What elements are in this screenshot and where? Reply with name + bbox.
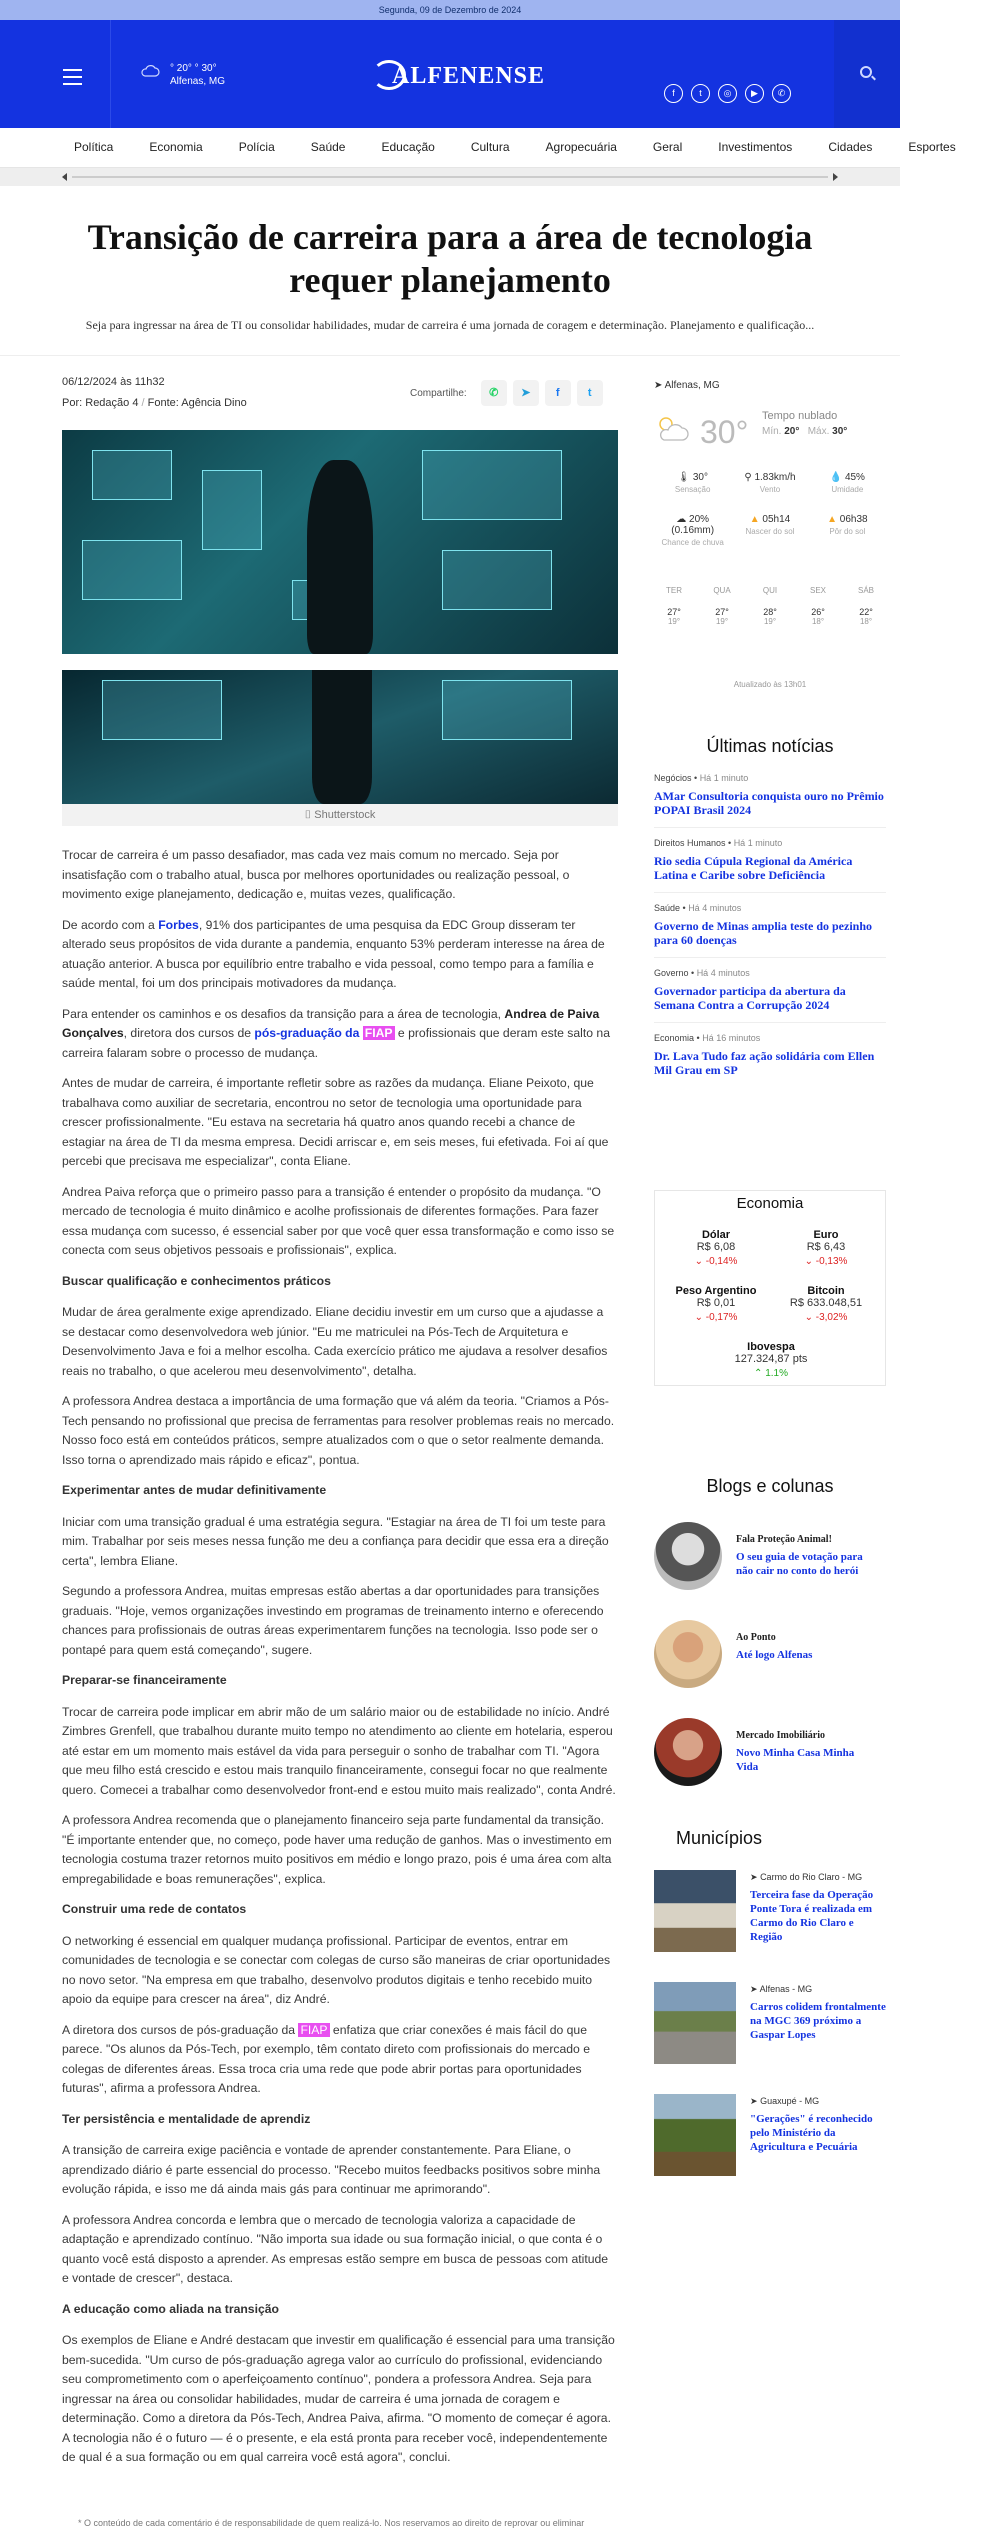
weather-stats — [654, 472, 886, 547]
section-heading: Ter persistência e mentalidade de aprendiz — [62, 2111, 311, 2126]
share-bar — [410, 380, 603, 406]
section-heading: A educação como aliada na transição — [62, 2301, 279, 2316]
nav-saude[interactable]: Saúde — [310, 140, 346, 154]
section-heading: Experimentar antes de mudar definitivamente — [62, 1483, 327, 1497]
blog-item[interactable]: Ao Ponto Até logo Alfenas — [654, 1616, 886, 1692]
header-divider — [110, 20, 111, 128]
paragraph: Iniciar com uma transição gradual é uma estratégia segura. "Estagiar na área de TI foi um teste para mim. Trabalhar por seis meses nessa função me deu a confiança para decidir que essa era a direção certa", lembra Eliane. — [62, 1514, 609, 1568]
avatar — [654, 1620, 722, 1688]
paragraph: A professora Andrea concorda e lembra que o mercado de tecnologia valoriza a capacidade de adaptação e aprendizado contínuo. "Não importa sua idade ou sua formação inicial, o que conta é o quanto você está disposto a aprender. As empresas estão sempre em busca de pessoas com atitude e vontade de crescer", destaca. — [62, 2212, 609, 2285]
quote-peso[interactable]: Peso Argentino R$ 0,01 ⌄ -0,17% — [675, 1285, 757, 1323]
camera-icon: ⌷ — [304, 809, 312, 821]
comments-disclaimer: * O conteúdo de cada comentário é de responsabilidade de quem realizá-lo. Nos reservamos ao direito de reprovar ou eliminar — [78, 2518, 585, 2528]
article-image-top — [62, 430, 618, 654]
article-date: 06/12/2024 às 11h32 — [62, 376, 165, 388]
quote-euro[interactable]: Euro R$ 6,43 ⌄ -0,13% — [804, 1229, 848, 1267]
quote-dolar[interactable]: Dólar R$ 6,08 ⌄ -0,14% — [694, 1229, 738, 1267]
quote-ibovespa[interactable]: Ibovespa 127.324,87 pts ⌃ 1.1% — [734, 1341, 808, 1379]
blogs-widget — [654, 1476, 886, 1776]
paragraph: Segundo a professora Andrea, muitas empresas estão abertas a dar oportunidades para transições graduais. "Hoje, vemos organizações investindo em programas de treinamento interno e oferecendo chances para profissionais de outras áreas experimentarem funções na tecnologia. Isso pode ser o pontapé para quem está começando", sugere. — [62, 1584, 604, 1657]
current-temp: 30° — [700, 414, 749, 450]
avatar — [654, 1718, 722, 1786]
source-name: Agência Dino — [181, 397, 247, 409]
image-caption — [62, 804, 618, 826]
nav-educacao[interactable]: Educação — [381, 140, 435, 154]
feels-like: 🌡 30° Sensação — [674, 472, 711, 494]
category-nav — [0, 128, 956, 168]
news-photo — [654, 1870, 736, 1952]
paragraph: Andrea Paiva reforça que o primeiro passo para a transição é entender o propósito da mudança. "O mercado de tecnologia é muito dinâmico e acolhe profissionais de diferentes formações. Para fazer essa mudança com sucesso, é essencial saber por que você quer essa transformação e como isso se conecta com seus objetivos pessoais e profissionais", explica. — [62, 1184, 615, 1257]
partly-cloudy-icon — [654, 414, 690, 444]
municipios-widget — [654, 1828, 886, 2188]
blog-item[interactable]: Mercado Imobiliário Novo Minha Casa Minha Vida — [654, 1714, 886, 1790]
section-heading: Preparar-se financeiramente — [62, 1673, 227, 1687]
share-telegram-icon[interactable]: ➤ — [513, 380, 539, 406]
news-item[interactable]: Negócios • Há 1 minuto AMar Consultoria conquista ouro no Prêmio POPAI Brasil 2024 — [654, 763, 886, 828]
paragraph: A professora Andrea destaca a importância de uma formação que vá além da teoria. "Criamos a Pós-Tech pensando no profissional que precisa de ferramentas para resolver problemas reais no mercado. Nosso foco está em conteúdos práticos, sempre atualizados com o que o setor realmente demanda. Isso torna o aprendizado mais rápido e eficaz", pontua. — [62, 1394, 615, 1467]
forecast-day: TER 27° 19° — [666, 586, 682, 626]
nav-scrollbar[interactable] — [0, 168, 900, 186]
wind-icon: ⚲ — [744, 472, 752, 483]
news-photo — [654, 2094, 736, 2176]
latest-news — [654, 736, 886, 1087]
paragraph: A diretora dos cursos de pós-graduação da FIAP enfatiza que criar conexões é mais fácil do que parece. "Os alunos da Pós-Tech, por exemplo, têm contato direto com profissionais do mercado e colegas de diferentes áreas. Essa troca cria uma rede que pode abrir portas para oportunidades futuras", afirma a professora Andrea. — [62, 2022, 590, 2095]
site-header — [0, 20, 900, 128]
sunset-icon: ▲ — [827, 514, 837, 525]
nav-politica[interactable]: Política — [74, 140, 114, 154]
article-title: Transição de carreira para a área de tecnologia requer planejamento — [87, 217, 813, 300]
nav-investimentos[interactable]: Investimentos — [718, 140, 793, 154]
article-body — [62, 846, 618, 2479]
forbes-link[interactable]: Forbes — [158, 917, 199, 932]
municipio-item[interactable]: ➤ Guaxupé - MG "Gerações" é reconhecido pelo Ministério da Agricultura e Pecuária — [654, 2094, 886, 2180]
humidity: 💧 45% Umidade — [829, 472, 865, 494]
twitter-icon[interactable]: t — [691, 84, 710, 103]
header-weather-city: Alfenas, MG — [170, 76, 226, 87]
municipio-item[interactable]: ➤ Carmo do Rio Claro - MG Terceira fase da Operação Ponte Tora é realizada em Carmo do Rio Claro e Região — [654, 1870, 886, 1956]
nav-agropecuaria[interactable]: Agropecuária — [545, 140, 617, 154]
top-date-bar — [0, 0, 900, 20]
quote-bitcoin[interactable]: Bitcoin R$ 633.048,51 ⌄ -3,02% — [789, 1285, 863, 1323]
nav-cidades[interactable]: Cidades — [828, 140, 873, 154]
forecast-day: QUI 28° 19° — [762, 586, 778, 626]
author-label: Por: — [62, 397, 83, 409]
share-whatsapp-icon[interactable]: ✆ — [481, 380, 507, 406]
weather-forecast — [654, 586, 886, 626]
whatsapp-icon[interactable]: ✆ — [772, 84, 791, 103]
weather-location[interactable]: ➤ Alfenas, MG — [654, 380, 720, 391]
article-header — [0, 186, 900, 356]
location-icon: ➤ — [750, 2096, 758, 2106]
weather-updated: Atualizado às 13h01 — [733, 680, 807, 689]
source-label: Fonte: — [147, 397, 179, 409]
cloud-icon — [140, 64, 160, 77]
image-credit: Shutterstock — [314, 809, 376, 821]
sunrise-icon: ▲ — [749, 514, 760, 525]
location-icon: ➤ — [654, 380, 663, 391]
location-icon: ➤ — [750, 1872, 758, 1882]
municipios-title: Municípios — [676, 1828, 763, 1848]
paragraph: Para entender os caminhos e os desafios da transição para a área de tecnologia, Andrea de Paiva Gonçalves, diretora dos cursos de pós-graduação da FIAP e profissionais que deram este salto na carreira falaram sobre o processo de mudança. — [62, 1006, 610, 1060]
article-subtitle: Seja para ingressar na área de TI ou consolidar habilidades, mudar de carreira é uma jornada de coragem e determinação. Planejamento e qualificação... — [85, 318, 815, 332]
news-item[interactable]: Direitos Humanos • Há 1 minuto Rio sedia Cúpula Regional da América Latina e Caribe sobre Deficiência — [654, 828, 886, 893]
article-image-bottom — [62, 670, 618, 804]
nav-cultura[interactable]: Cultura — [470, 140, 510, 154]
paragraph: Trocar de carreira é um passo desafiador, mas cada vez mais comum no mercado. Seja por insatisfação com o trabalho atual, busca por melhores oportunidades ou realização pessoal, o movimento exige planejamento, dedicação e, muitas vezes, qualificação. — [62, 848, 570, 901]
search-icon — [860, 66, 872, 78]
latest-news-title: Últimas notícias — [706, 736, 834, 756]
scroll-left-icon[interactable] — [62, 173, 67, 181]
forecast-day: SÁB 22° 18° — [857, 586, 874, 626]
weather-widget — [654, 380, 886, 700]
blog-item[interactable]: Fala Proteção Animal! O seu guia de votação para não cair no conto do herói — [654, 1518, 886, 1594]
share-facebook-icon[interactable]: f — [545, 380, 571, 406]
avatar — [654, 1522, 722, 1590]
nav-geral[interactable]: Geral — [652, 140, 683, 154]
forecast-day: SEX 26° 18° — [809, 586, 826, 626]
sunset: ▲ 06h38 Pôr do sol — [827, 514, 868, 536]
economy-widget — [654, 1190, 886, 1386]
logo-text: ALFENENSE — [392, 63, 546, 89]
paragraph: A transição de carreira exige paciência e vontade de aprender constantemente. Para Eliane, o aprendizado diário é parte essencial do processo. "Recebo muitos feedbacks positivos sobre minha evolução rápida, e isso me dá ainda mais gás para continuar me aprimorando". — [62, 2143, 601, 2196]
current-date: Segunda, 09 de Dezembro de 2024 — [378, 5, 522, 15]
facebook-icon[interactable]: f — [664, 84, 683, 103]
nav-economia[interactable]: Economia — [149, 140, 203, 154]
location-icon: ➤ — [750, 1984, 758, 1994]
scroll-right-icon[interactable] — [833, 173, 838, 181]
author-name[interactable]: Redação 4 — [85, 397, 139, 409]
share-label: Compartilhe: — [410, 387, 467, 399]
share-twitter-icon[interactable]: t — [577, 380, 603, 406]
humidity-icon: 💧 — [829, 472, 843, 483]
paragraph: De acordo com a Forbes, 91% dos participantes de uma pesquisa da EDC Group disseram ter alterado seus propósitos de vida durante a pandemia, enquanto 53% perderam interesse na área de atuação anterior. A busca por equilíbrio entre trabalho e vida pessoal, como tempo para a família e saúde mental, foi um dos principais motivadores da mudança. — [62, 917, 605, 990]
youtube-icon[interactable]: ▶ — [745, 84, 764, 103]
paragraph: Trocar de carreira pode implicar em abrir mão de um salário maior ou de estabilidade no início. André Zimbres Grenfell, que trabalhou durante muito tempo no atendimento ao cliente em hotelaria, esperou até estar em um momento mais estável da vida para perseguir o sonho de trabalhar com TI. "Agora que meu filho está crescido e estou mais tranquilo financeiramente, consegui focar no que realmente quero. Comecei a trabalhar como desenvolvedor front-end e estou muito mais realizado", conta André. — [62, 1704, 616, 1797]
section-heading: Buscar qualificação e conhecimentos práticos — [62, 1273, 331, 1288]
section-heading: Construir uma rede de contatos — [62, 1902, 247, 1916]
sunrise: ▲ 05h14 Nascer do sol — [745, 514, 795, 536]
news-item[interactable]: Governo • Há 4 minutos Governador participa da abertura da Semana Contra a Corrupção 2024 — [654, 958, 886, 1023]
paragraph: Os exemplos de Eliane e André destacam que investir em qualificação é essencial para uma transição bem-sucedida. "Um curso de pós-graduação agrega valor ao currículo do profissional, evidenciando seu comprometimento com o aperfeiçoamento contínuo", pondera a professora Andrea. Seja para ingressar na área ou consolidar habilidades, mudar de carreira é uma jornada de coragem e determinação. Como a diretora da Pós-Tech, Andrea Paiva, afirma. "O momento de começar é agora. A tecnologia não é o futuro — é o presente, e ela está pronta para receber você, independentemente de qual é a sua formação ou em qual carreira você está agora", conclui. — [62, 2333, 615, 2464]
nav-esportes[interactable]: Esportes — [908, 140, 956, 154]
thermometer-icon: 🌡 — [677, 472, 691, 483]
fiap-highlight[interactable]: FIAP — [300, 2022, 328, 2037]
municipio-item[interactable]: ➤ Alfenas - MG Carros colidem frontalmente na MGC 369 próximo a Gaspar Lopes — [654, 1982, 886, 2068]
weather-minmax: Mín. 20° Máx. 30° — [762, 426, 848, 437]
news-item[interactable]: Economia • Há 16 minutos Dr. Lava Tudo faz ação solidária com Ellen Mil Grau em SP — [654, 1033, 875, 1077]
header-weather[interactable] — [140, 62, 225, 88]
wind: ⚲ 1.83km/h Vento — [744, 472, 796, 494]
search-button[interactable] — [834, 20, 900, 128]
nav-policia[interactable]: Polícia — [238, 140, 275, 154]
rain-icon: ☁ — [676, 514, 687, 525]
economy-title: Economia — [736, 1195, 804, 1212]
menu-icon[interactable] — [54, 58, 90, 94]
social-links — [664, 84, 791, 103]
forecast-day: QUA 27° 19° — [713, 586, 731, 626]
instagram-icon[interactable]: ◎ — [718, 84, 737, 103]
paragraph: Antes de mudar de carreira, é importante refletir sobre as razões da mudança. Eliane Peixoto, que trabalhava como auxiliar de secretaria, encontrou no setor de tecnologia uma oportunidade para crescer profissionalmente. "Eu estava na secretaria há quatro anos quando recebi a chance de estagiar na área de TI da mesma empresa. Decidi arriscar e, em seis meses, fui efetivada. Foi aí que percebi que precisava me especializar", conta Eliane. — [62, 1076, 609, 1168]
site-logo[interactable] — [370, 59, 580, 93]
news-photo — [654, 1982, 736, 2064]
paragraph: A professora Andrea recomenda que o planejamento financeiro seja parte fundamental da transição. "É importante entender que, no começo, pode haver uma redução de ganhos. Mas o investimento em tecnologia costuma trazer retornos muito positivos em médio e longo prazo, pois é uma área com alta empregabilidade e boas remunerações", explica. — [62, 1813, 612, 1886]
paragraph: Mudar de área geralmente exige aprendizado. Eliane decidiu investir em um curso que a ajudasse a se destacar como desenvolvedora web júnior. "Eu me matriculei na Pós-Tech de Arquitetura e Desenvolvimento Java e foi a melhor escolha. Cada exercício prático me ajudava a resolver desafios reais no trabalho, o que acelerou meu desenvolvimento", detalha. — [62, 1305, 608, 1378]
article-meta: 06/12/2024 às 11h32 Por: Redação 4 / Fonte: Agência Dino — [62, 372, 247, 414]
blogs-title: Blogs e colunas — [706, 1476, 834, 1496]
paragraph: O networking é essencial em qualquer mudança profissional. Participar de eventos, entrar em comunidades de tecnologia e se conectar com colegas de curso são maneiras de criar oportunidades no novo setor. "Na empresa em que trabalho, desenvolvo produtos digitais e tenho recebido muito apoio da equipe para crescer na área", diz André. — [62, 1933, 611, 2006]
weather-description: Tempo nublado — [762, 410, 838, 422]
fiap-link[interactable]: pós-graduação da FIAP — [254, 1026, 393, 1040]
rain-chance: ☁ 20% (0.16mm) Chance de chuva — [661, 514, 724, 547]
news-item[interactable]: Saúde • Há 4 minutos Governo de Minas amplia teste do pezinho para 60 doenças — [654, 893, 886, 958]
header-weather-temps: ° 20° ° 30° — [170, 63, 217, 74]
